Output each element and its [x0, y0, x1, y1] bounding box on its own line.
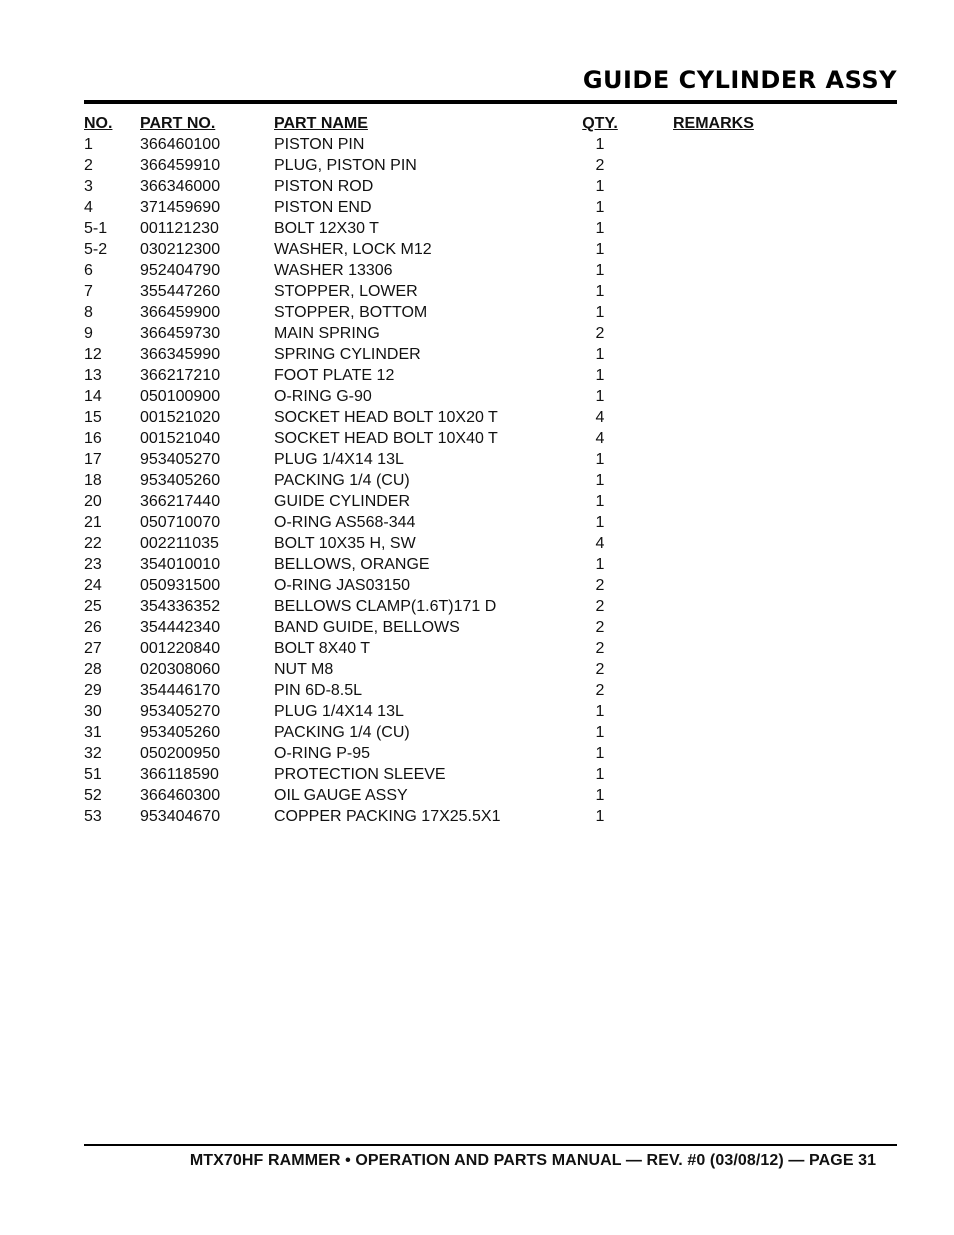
cell-qty: 1 [595, 556, 605, 573]
page-title: GUIDE CYLINDER ASSY [582, 66, 897, 94]
cell-part-name: COPPER PACKING 17X25.5X1 [274, 808, 501, 825]
table-row [84, 785, 897, 806]
cell-part-name: PLUG, PISTON PIN [274, 157, 417, 174]
cell-qty: 2 [595, 640, 605, 657]
table-row [84, 302, 897, 323]
cell-part-name: BOLT 10X35 H, SW [274, 535, 416, 552]
cell-qty: 1 [595, 451, 605, 468]
cell-part-name: STOPPER, BOTTOM [274, 304, 428, 321]
cell-qty: 1 [595, 745, 605, 762]
cell-part-no: 050931500 [140, 577, 221, 594]
cell-no: 9 [84, 325, 93, 342]
cell-qty: 1 [595, 367, 605, 384]
table-row [84, 722, 897, 743]
cell-qty: 1 [595, 703, 605, 720]
cell-qty: 1 [595, 283, 605, 300]
cell-part-no: 001121230 [140, 220, 219, 237]
cell-qty: 1 [595, 787, 605, 804]
cell-part-no: 050710070 [140, 514, 221, 531]
cell-part-no: 366459730 [140, 325, 221, 342]
cell-no: 27 [84, 640, 102, 657]
table-row [84, 134, 897, 155]
header-part-name: PART NAME [274, 115, 368, 132]
table-row [84, 743, 897, 764]
cell-no: 14 [84, 388, 102, 405]
table-row [84, 806, 897, 827]
cell-part-name: PISTON ROD [274, 178, 374, 195]
cell-no: 16 [84, 430, 102, 447]
table-row [84, 491, 897, 512]
cell-part-name: PLUG 1/4X14 13L [274, 451, 404, 468]
table-row [84, 344, 897, 365]
cell-part-no: 354442340 [140, 619, 221, 636]
cell-qty: 2 [595, 682, 605, 699]
table-header [84, 113, 897, 134]
table-row [84, 680, 897, 701]
cell-no: 29 [84, 682, 102, 699]
table-row [84, 428, 897, 449]
cell-no: 2 [84, 157, 93, 174]
table-row [84, 323, 897, 344]
cell-no: 32 [84, 745, 102, 762]
cell-no: 26 [84, 619, 102, 636]
table-row [84, 407, 897, 428]
page-footer: MTX70HF RAMMER • OPERATION AND PARTS MANUAL — REV. #0 (03/08/12) — PAGE 31 [189, 1152, 877, 1169]
cell-part-no: 366460100 [140, 136, 221, 153]
cell-part-name: PIN 6D-8.5L [274, 682, 363, 699]
cell-qty: 1 [595, 346, 605, 363]
title-rule [84, 100, 897, 104]
cell-part-name: PISTON PIN [274, 136, 365, 153]
table-row [84, 155, 897, 176]
table-row [84, 533, 897, 554]
cell-qty: 2 [595, 325, 605, 342]
cell-part-name: SOCKET HEAD BOLT 10X40 T [274, 430, 498, 447]
table-row [84, 638, 897, 659]
cell-qty: 1 [595, 304, 605, 321]
table-row [84, 281, 897, 302]
cell-part-no: 355447260 [140, 283, 221, 300]
cell-part-no: 050100900 [140, 388, 221, 405]
header-no: NO. [84, 115, 113, 132]
cell-part-no: 001521020 [140, 409, 221, 426]
cell-no: 30 [84, 703, 102, 720]
cell-qty: 4 [595, 535, 605, 552]
cell-qty: 2 [595, 661, 605, 678]
cell-qty: 1 [595, 493, 605, 510]
header-part-no: PART NO. [140, 115, 216, 132]
cell-qty: 1 [595, 472, 605, 489]
cell-part-no: 366217210 [140, 367, 221, 384]
cell-qty: 1 [595, 388, 605, 405]
table-row [84, 512, 897, 533]
cell-qty: 1 [595, 808, 605, 825]
cell-part-name: BELLOWS, ORANGE [274, 556, 430, 573]
table-row [84, 764, 897, 785]
cell-no: 5-1 [84, 220, 108, 237]
cell-no: 15 [84, 409, 102, 426]
cell-no: 52 [84, 787, 102, 804]
cell-part-name: GUIDE CYLINDER [274, 493, 411, 510]
cell-part-no: 354336352 [140, 598, 221, 615]
cell-no: 6 [84, 262, 93, 279]
cell-part-name: SPRING CYLINDER [274, 346, 421, 363]
cell-no: 12 [84, 346, 102, 363]
cell-part-no: 953405260 [140, 472, 221, 489]
table-row [84, 218, 897, 239]
cell-qty: 2 [595, 577, 605, 594]
cell-part-name: BAND GUIDE, BELLOWS [274, 619, 460, 636]
cell-qty: 1 [595, 199, 605, 216]
cell-no: 23 [84, 556, 102, 573]
cell-no: 18 [84, 472, 102, 489]
cell-part-name: OIL GAUGE ASSY [274, 787, 408, 804]
table-row [84, 197, 897, 218]
cell-part-name: BOLT 12X30 T [274, 220, 379, 237]
cell-qty: 2 [595, 157, 605, 174]
table-row [84, 176, 897, 197]
cell-part-no: 020308060 [140, 661, 221, 678]
cell-part-name: PACKING 1/4 (CU) [274, 472, 410, 489]
cell-qty: 4 [595, 409, 605, 426]
cell-no: 53 [84, 808, 102, 825]
cell-part-no: 953405270 [140, 703, 221, 720]
cell-no: 5-2 [84, 241, 108, 258]
table-row [84, 617, 897, 638]
table-row [84, 659, 897, 680]
cell-part-name: PLUG 1/4X14 13L [274, 703, 404, 720]
cell-part-no: 366346000 [140, 178, 221, 195]
cell-no: 21 [84, 514, 102, 531]
cell-no: 24 [84, 577, 102, 594]
cell-part-no: 953405270 [140, 451, 221, 468]
cell-no: 3 [84, 178, 93, 195]
cell-part-no: 030212300 [140, 241, 221, 258]
cell-part-no: 001220840 [140, 640, 221, 657]
table-row [84, 470, 897, 491]
table-row [84, 449, 897, 470]
cell-part-name: BOLT 8X40 T [274, 640, 371, 657]
cell-part-name: MAIN SPRING [274, 325, 380, 342]
cell-part-no: 371459690 [140, 199, 221, 216]
cell-part-name: PACKING 1/4 (CU) [274, 724, 410, 741]
cell-qty: 1 [595, 262, 605, 279]
cell-qty: 1 [595, 724, 605, 741]
header-remarks: REMARKS [673, 115, 754, 132]
cell-part-no: 366460300 [140, 787, 221, 804]
cell-qty: 1 [595, 220, 605, 237]
cell-part-name: FOOT PLATE 12 [274, 367, 395, 384]
cell-no: 51 [84, 766, 102, 783]
cell-qty: 1 [595, 766, 605, 783]
cell-part-name: PROTECTION SLEEVE [274, 766, 446, 783]
table-row [84, 575, 897, 596]
cell-no: 4 [84, 199, 93, 216]
cell-no: 25 [84, 598, 102, 615]
cell-part-no: 002211035 [140, 535, 219, 552]
cell-part-no: 050200950 [140, 745, 221, 762]
cell-no: 17 [84, 451, 102, 468]
cell-no: 20 [84, 493, 102, 510]
cell-no: 22 [84, 535, 102, 552]
table-body [84, 134, 897, 827]
cell-no: 28 [84, 661, 102, 678]
table-row [84, 386, 897, 407]
cell-part-name: PISTON END [274, 199, 372, 216]
cell-part-no: 952404790 [140, 262, 221, 279]
cell-part-no: 953404670 [140, 808, 221, 825]
cell-part-name: STOPPER, LOWER [274, 283, 418, 300]
cell-part-no: 001521040 [140, 430, 221, 447]
cell-no: 13 [84, 367, 102, 384]
table-row [84, 239, 897, 260]
cell-part-no: 354446170 [140, 682, 221, 699]
footer-rule [84, 1144, 897, 1146]
cell-part-name: O-RING P-95 [274, 745, 371, 762]
cell-part-name: O-RING G-90 [274, 388, 372, 405]
cell-part-no: 366459910 [140, 157, 221, 174]
cell-part-no: 354010010 [140, 556, 221, 573]
cell-part-no: 953405260 [140, 724, 221, 741]
cell-qty: 2 [595, 598, 605, 615]
cell-part-name: WASHER 13306 [274, 262, 393, 279]
cell-part-name: SOCKET HEAD BOLT 10X20 T [274, 409, 498, 426]
table-row [84, 260, 897, 281]
cell-part-no: 366459900 [140, 304, 221, 321]
parts-table [84, 113, 897, 827]
cell-part-name: O-RING JAS03150 [274, 577, 411, 594]
cell-no: 1 [84, 136, 93, 153]
table-row [84, 554, 897, 575]
table-row [84, 701, 897, 722]
cell-qty: 4 [595, 430, 605, 447]
cell-no: 7 [84, 283, 93, 300]
cell-qty: 2 [595, 619, 605, 636]
cell-qty: 1 [595, 514, 605, 531]
header-qty: QTY. [582, 115, 618, 132]
cell-part-name: O-RING AS568-344 [274, 514, 416, 531]
cell-part-name: WASHER, LOCK M12 [274, 241, 432, 258]
cell-part-name: NUT M8 [274, 661, 334, 678]
cell-part-no: 366217440 [140, 493, 221, 510]
cell-no: 8 [84, 304, 93, 321]
cell-no: 31 [84, 724, 102, 741]
table-row [84, 596, 897, 617]
cell-qty: 1 [595, 136, 605, 153]
cell-part-no: 366118590 [140, 766, 219, 783]
table-row [84, 365, 897, 386]
cell-part-no: 366345990 [140, 346, 221, 363]
cell-qty: 1 [595, 241, 605, 258]
cell-part-name: BELLOWS CLAMP(1.6T)171 D [274, 598, 497, 615]
cell-qty: 1 [595, 178, 605, 195]
